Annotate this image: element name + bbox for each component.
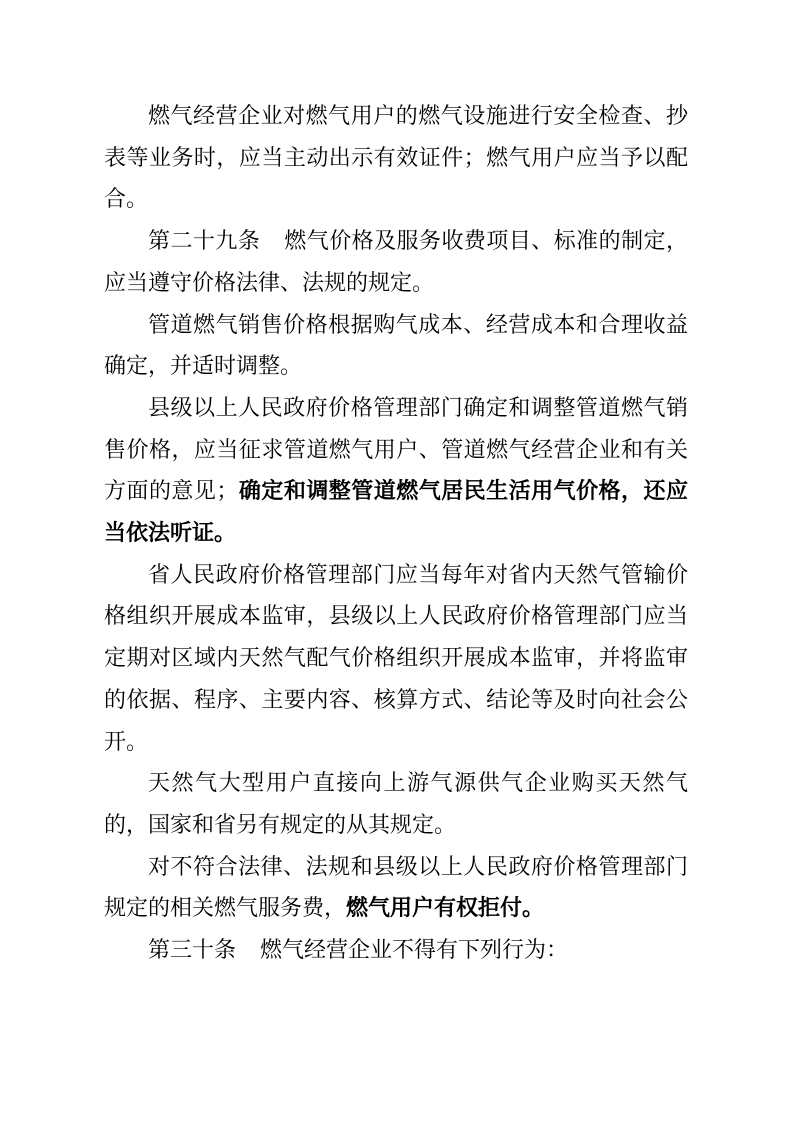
text-run: 天然气大型用户直接向上游气源供气企业购买天然气的，国家和省另有规定的从其规定。 — [104, 770, 688, 837]
emphasis-run: 确定和调整管道燃气居民生活用气价格，还应当依法听证。 — [104, 478, 688, 546]
article-number: 第二十九条 — [148, 228, 261, 254]
text-run: 对不符合法律、法规和县级以上人民政府价格管理部门规定的相关燃气服务费， — [104, 853, 688, 921]
article-paragraph — [104, 929, 688, 971]
paragraph — [104, 304, 688, 387]
text-run: 管道燃气销售价格根据购气成本、经营成本和合理收益确定，并适时调整。 — [104, 311, 688, 379]
text-run: 燃气经营企业不得有下列行为： — [260, 937, 569, 963]
emphasis-run: 燃气用户有权拒付。 — [346, 895, 545, 921]
paragraph — [104, 95, 688, 220]
text-run: 省人民政府价格管理部门应当每年对省内天然气管输价格组织开展成本监审，县级以上人民政府价格管理部门应当定期对区域内天然气配气价格组织开展成本监审，并将监审的依据、程序、主要内容、核算方式、结论等及时向社会公开。 — [104, 561, 688, 754]
paragraph — [104, 387, 688, 554]
paragraph — [104, 554, 688, 763]
article-paragraph — [104, 220, 688, 303]
text-run: 县级以上人民政府价格管理部门确定和调整管道燃气销售价格，应当征求管道燃气用户、管道燃气经营企业和有关方面的意见； — [104, 394, 688, 504]
paragraph — [104, 846, 688, 929]
article-number: 第三十条 — [148, 937, 237, 963]
paragraph — [104, 762, 688, 845]
text-run: 燃气价格及服务收费项目、标准的制定，应当遵守价格法律、法规的规定。 — [104, 228, 688, 295]
text-run: 燃气经营企业对燃气用户的燃气设施进行安全检查、抄表等业务时，应当主动出示有效证件；燃气用户应当予以配合。 — [104, 103, 688, 212]
document-body — [104, 95, 688, 971]
